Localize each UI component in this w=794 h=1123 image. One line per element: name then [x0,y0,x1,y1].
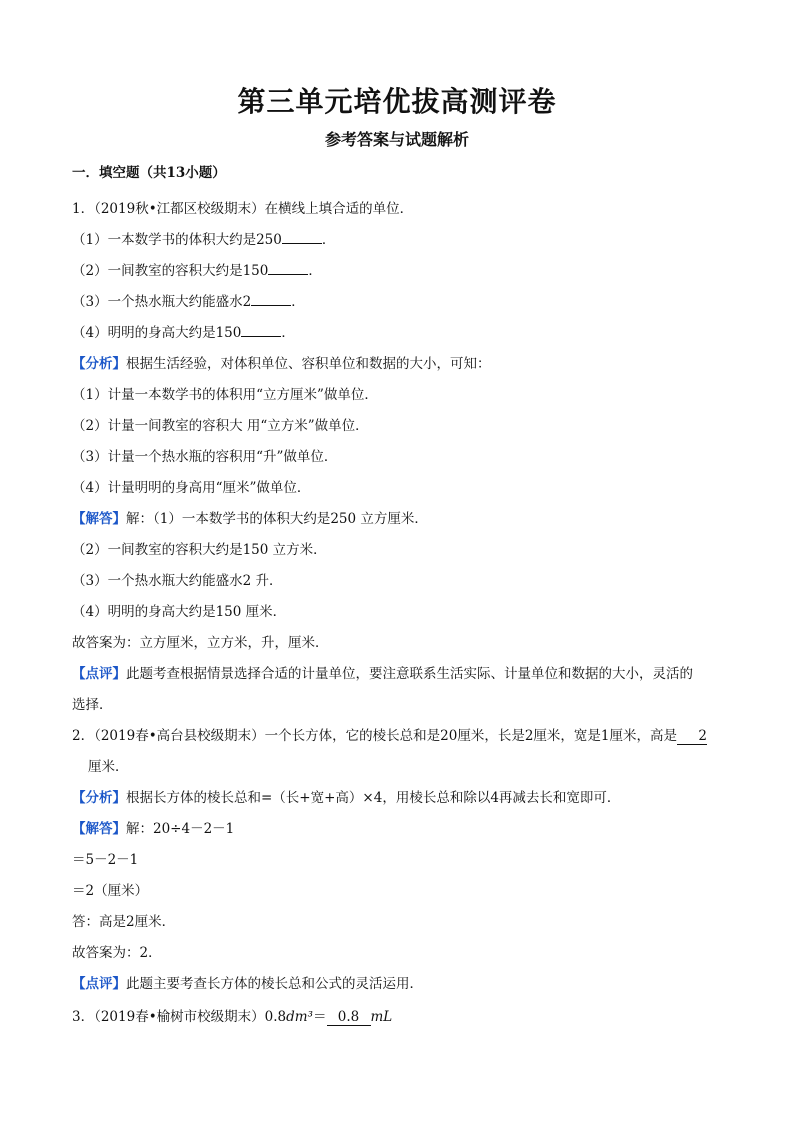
item-text: （2）一间教室的容积大约是150 [72,263,269,279]
answer-blank [251,305,291,306]
answer-item: （3）一个热水瓶大约能盛水2 升． [72,573,283,589]
item-text: （3）一个热水瓶大约能盛水2 [72,294,252,310]
question-2-stem-continuation: 厘米． [88,759,129,775]
review-row [72,664,693,684]
answer-blank: 0.8 [327,1009,371,1026]
analysis-row [72,354,491,374]
review-tag: 【点评】 [72,976,126,992]
answer-tag: 【解答】 [72,511,126,527]
analysis-item: （3）计量一个热水瓶的容积用“升”做单位． [72,449,338,465]
stem-text: 3．（2019春•榆树市校级期末）0.8 [72,1009,287,1025]
final-answer: 故答案为：立方厘米，立方米，升，厘米． [72,635,329,651]
answer-text: 解：20÷4－2－1 [126,821,235,837]
item-end: ． [308,263,322,279]
question-3-stem [72,1007,392,1027]
answer-blank [282,243,322,244]
answer-tag: 【解答】 [72,821,126,837]
review-continuation: 选择． [72,697,113,713]
question-1-item [72,230,335,250]
analysis-tag: 【分析】 [72,356,126,372]
item-text: （4）明明的身高大约是150 [72,325,242,341]
answer-row [72,509,428,529]
question-2-stem [72,726,707,746]
calc-step: ＝2（厘米） [72,883,149,899]
reply-line: 答：高是2厘米． [72,914,176,930]
analysis-row [72,788,620,808]
review-tag: 【点评】 [72,666,126,682]
stem-text: 2．（2019春•高台县校级期末）一个长方体，它的棱长总和是20厘米，长是2厘米，宽是1厘米，高是 [72,728,678,744]
analysis-text: 根据生活经验，对体积单位、容积单位和数据的大小，可知： [126,356,491,372]
review-row [72,974,423,994]
analysis-item: （2）计量一间教室的容积大 用“立方米”做单位． [72,418,369,434]
question-1-stem: 1．（2019秋•江都区校级期末）在横线上填合适的单位． [72,201,414,217]
final-answer: 故答案为：2． [72,945,162,961]
item-end: ． [321,232,336,248]
item-end: ． [281,325,295,341]
answer-item: （4）明明的身高大约是150 厘米． [72,604,287,620]
calc-step: ＝5－2－1 [72,852,139,868]
item-text: （1）一本数学书的体积大约是250 [72,232,282,248]
unit-label: mL [370,1009,393,1025]
question-1-item [72,323,295,343]
answer-row [72,819,234,839]
answer-blank [268,274,308,275]
section-heading: 一．填空题（共13小题） [72,165,226,181]
answer-text: 解：（1）一本数学书的体积大约是250 立方厘米． [126,511,428,527]
item-end: ． [291,294,305,310]
answer-blank: 2 [677,728,707,745]
page-subtitle: 参考答案与试题解析 [324,130,469,149]
question-1-item [72,292,305,312]
answer-blank [241,336,281,337]
question-1-item [72,261,322,281]
page-title: 第三单元培优拔高测评卷 [237,85,557,118]
analysis-item: （1）计量一本数学书的体积用“立方厘米”做单位． [72,387,378,403]
answer-item: （2）一间教室的容积大约是150 立方米． [72,542,327,558]
review-text: 此题主要考查长方体的棱长总和公式的灵活运用． [126,976,423,992]
analysis-text: 根据长方体的棱长总和=（长+宽+高）×4，用棱长总和除以4再减去长和宽即可． [126,790,621,806]
equals-sign: ＝ [313,1009,327,1025]
review-text: 此题考查根据情景选择合适的计量单位，要注意联系生活实际、计量单位和数据的大小，灵活的 [126,666,693,682]
unit-label: dm³ [286,1009,313,1025]
analysis-item: （4）计量明明的身高用“厘米”做单位． [72,480,311,496]
analysis-tag: 【分析】 [72,790,126,806]
